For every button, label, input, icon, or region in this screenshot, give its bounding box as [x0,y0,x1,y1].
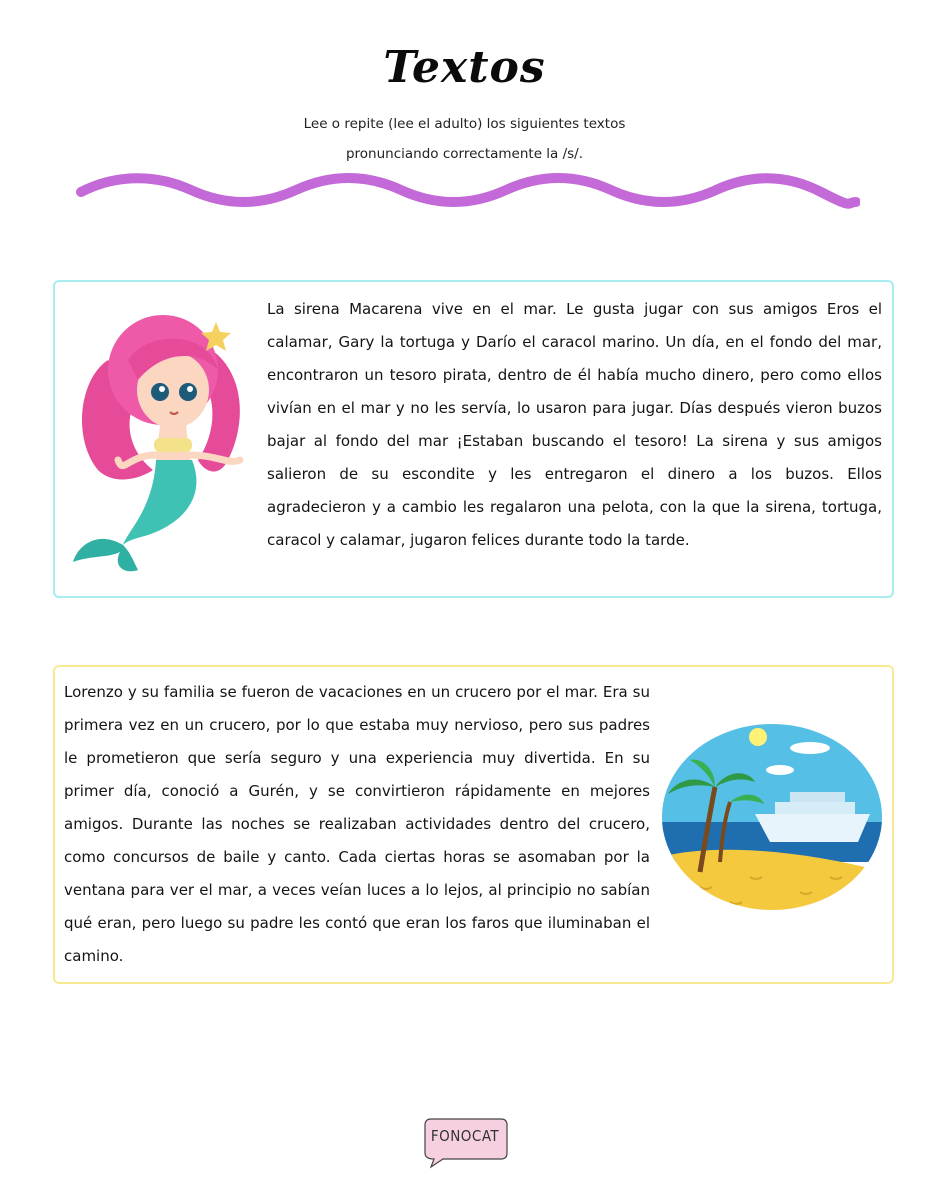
mermaid-illustration [68,300,258,580]
fonocat-logo [421,1113,509,1169]
logo-text: FONOCAT [430,1127,500,1145]
story-text-cruise: Lorenzo y su familia se fueron de vacaciones en un crucero por el mar. Era su primera vez en un crucero, por lo que estaba muy nervioso, pero sus padres le prometieron que sería seguro y una experiencia muy divertida. En su primer día, conoció a Gurén, y se convirtieron rápidamente en mejores amigos. Durante las noches se realizaban actividades dentro del crucero, como concursos de baile y canto. Cada ciertas horas se asomaban por la ventana para ver el mar, a veces veían luces a lo lejos, al principio no sabían qué eran, pero luego su padre les contó que eran los faros que iluminaban el camino. [64,683,650,965]
decorative-wave [76,170,860,216]
instruction-line-1: Lee o repite (lee el adulto) los siguientes textos [303,116,626,132]
page-title: Textos [383,42,546,93]
beach-cruise-illustration [660,722,884,912]
story-text-mermaid: La sirena Macarena vive en el mar. Le gusta jugar con sus amigos Eros el calamar, Gary la tortuga y Darío el caracol marino. Un día, en el fondo del mar, encontraron un tesoro pirata, dentro de él había mucho dinero, pero como ellos vivían en el mar y no les servía, lo usaron para jugar. Días después vieron buzos bajar al fondo del mar ¡Estaban buscando el tesoro! La sirena y sus amigos salieron de su escondite y les entregaron el dinero a los buzos. Ellos agradecieron y a cambio les regalaron una pelota, con la que la sirena, tortuga, caracol y calamar, jugaron felices durante todo la tarde. [267,300,882,549]
instruction-line-2: pronunciando correctamente la /s/. [345,146,584,162]
